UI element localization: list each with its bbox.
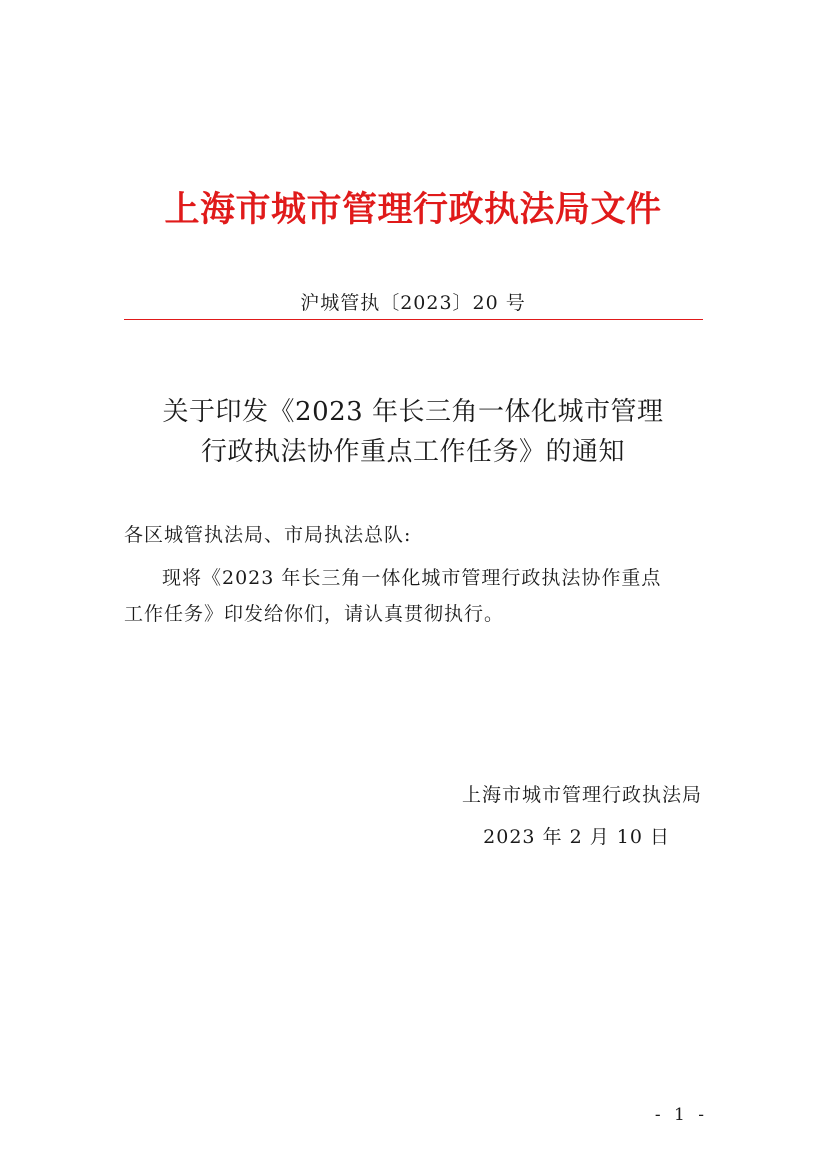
body-line-1: 现将《2023 年长三角一体化城市管理行政执法协作重点 (162, 567, 662, 589)
signature-block (462, 776, 702, 856)
notice-title-line-2: 行政执法协作重点工作任务》的通知 (200, 437, 625, 467)
notice-title-line-1: 关于印发《2023 年长三角一体化城市管理 (162, 397, 664, 427)
signature-date: 2023 年 2 月 10 日 (483, 826, 670, 848)
notice-title (0, 392, 826, 472)
document-number: 沪城管执〔2023〕20 号 (300, 292, 526, 314)
document-header-title: 上海市城市管理行政执法局文件 (164, 189, 662, 230)
signature-organization: 上海市城市管理行政执法局 (461, 784, 702, 806)
body-line-2: 工作任务》印发给你们，请认真贯彻执行。 (124, 603, 505, 625)
page-number: - 1 - (654, 1105, 708, 1125)
red-divider-line (124, 319, 703, 320)
recipient-line: 各区城管执法局、市局执法总队: (124, 524, 412, 546)
body-paragraph (124, 560, 704, 632)
